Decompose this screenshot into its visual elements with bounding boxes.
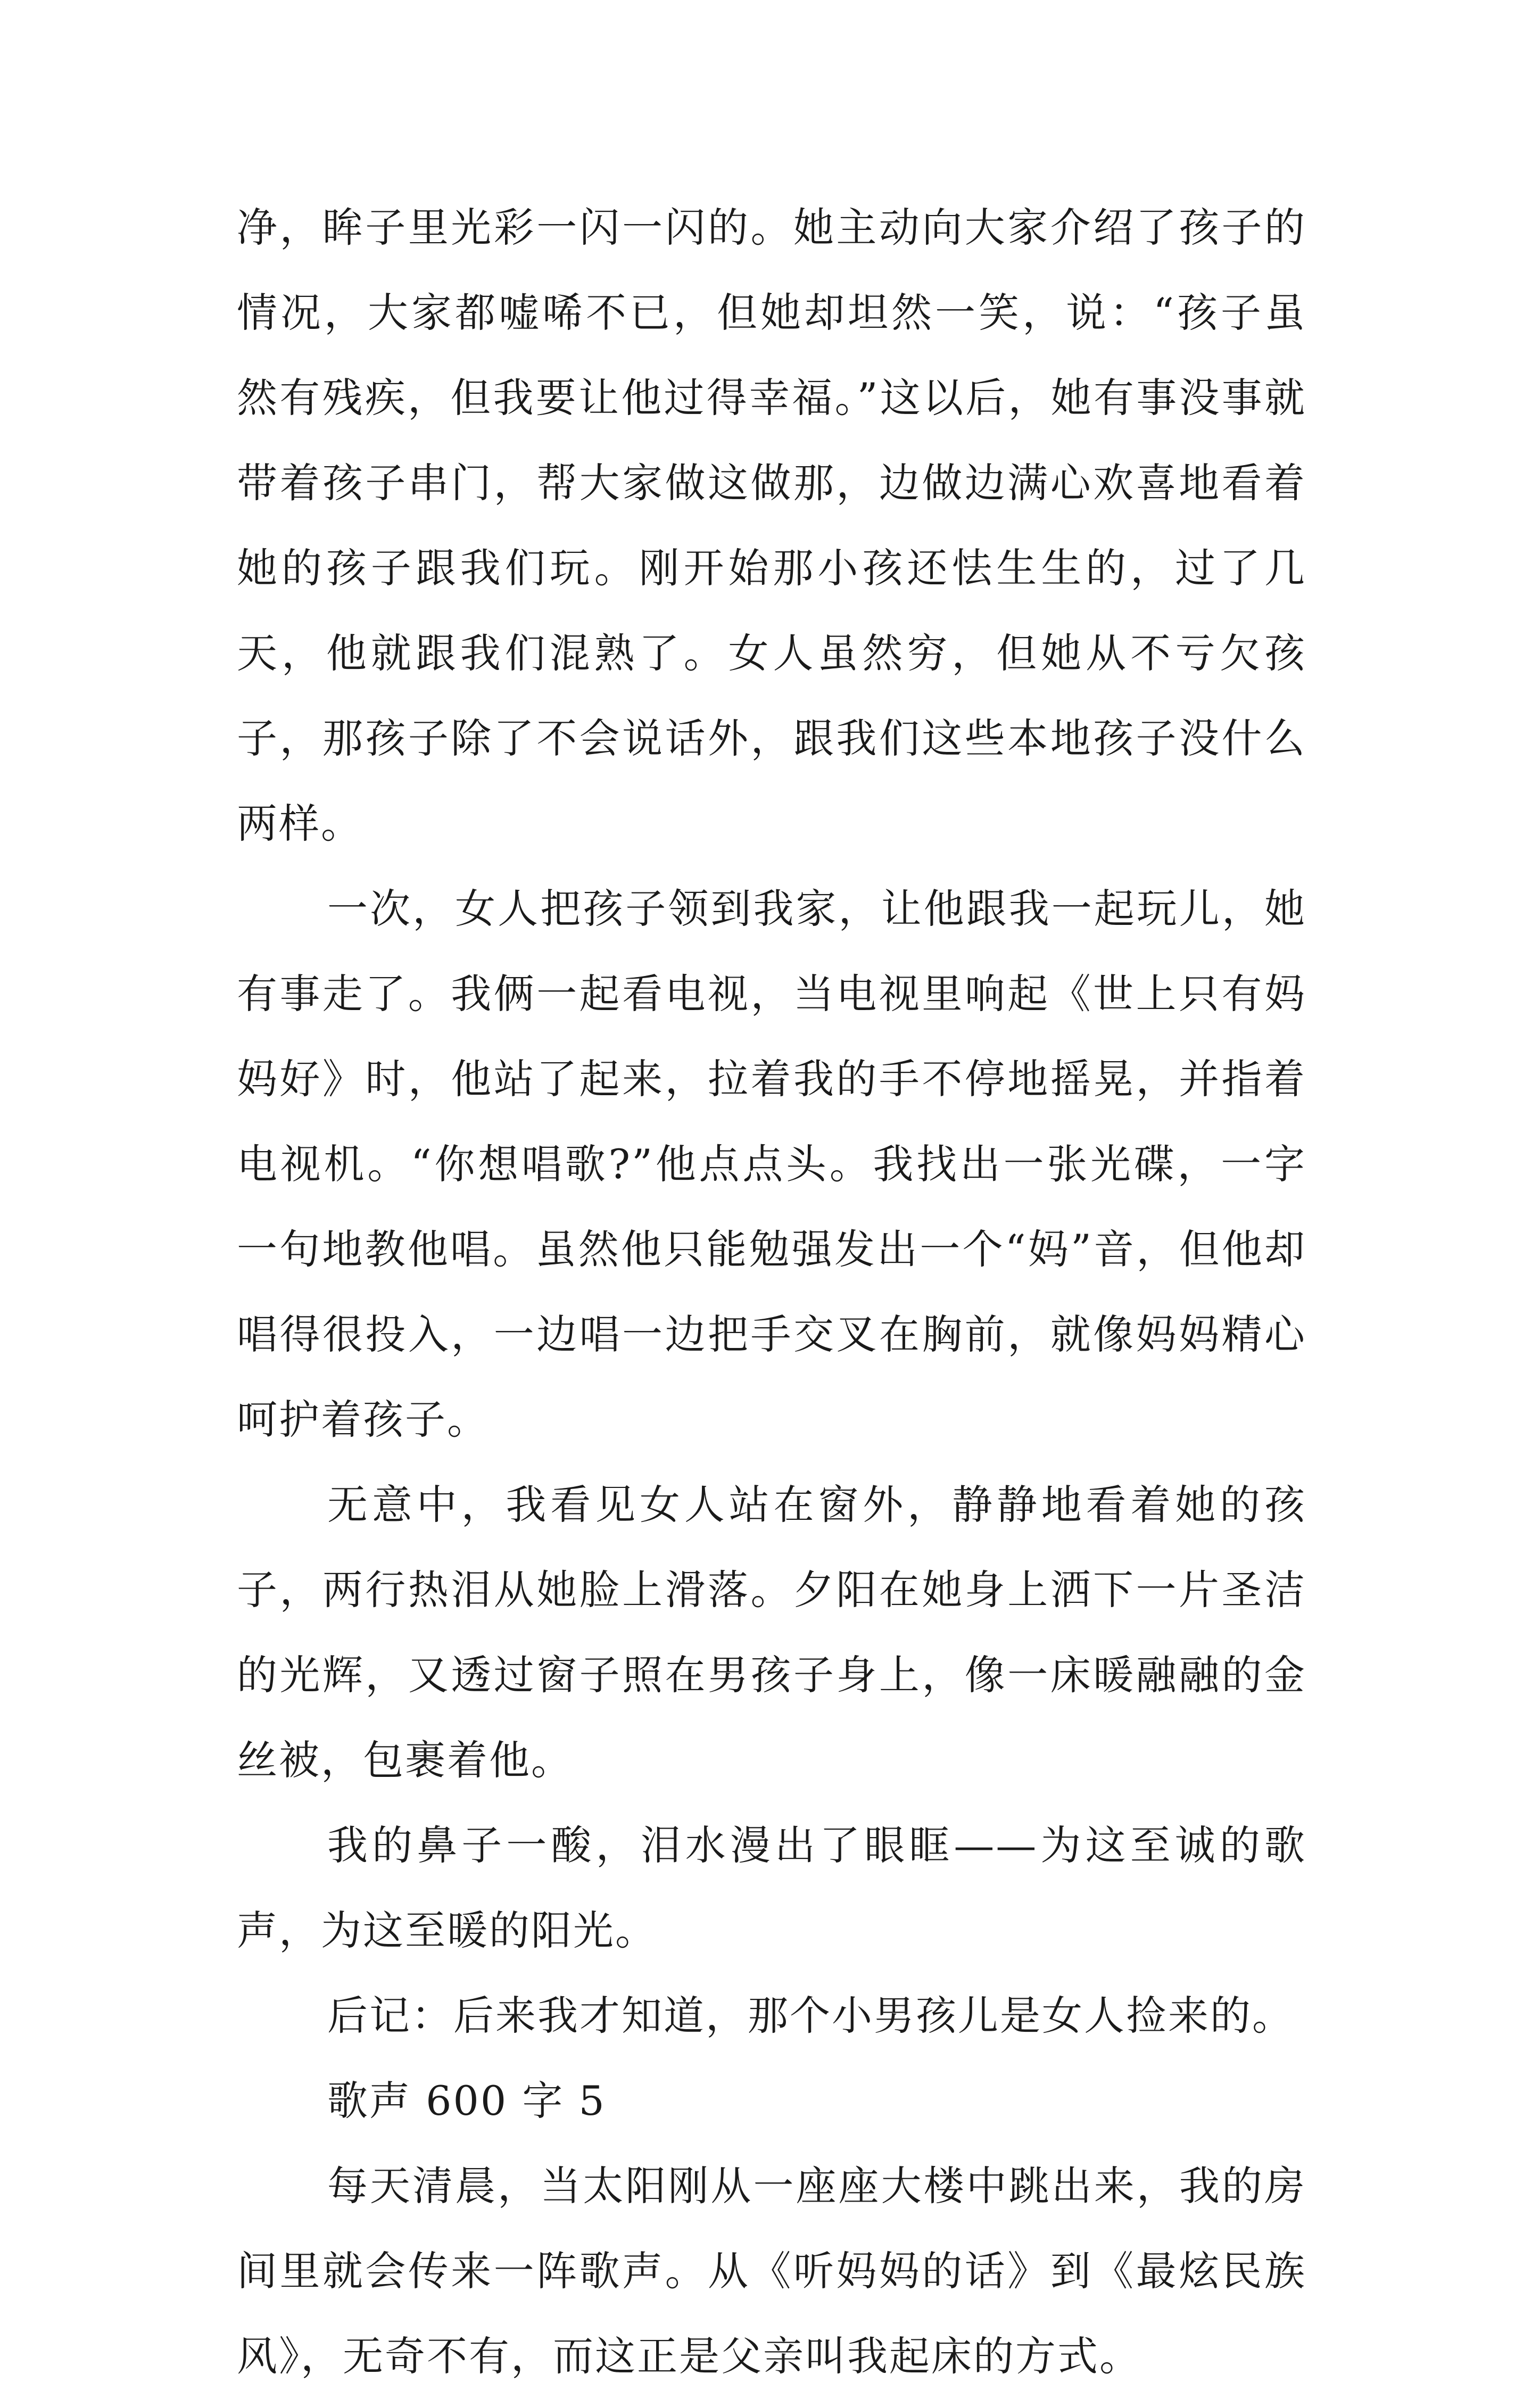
paragraph-6: 每天清晨，当太阳刚从一座座大楼中跳出来，我的房间里就会传来一阵歌声。从《听妈妈的话》到《最炫民族风》，无奇不有，而这正是父亲叫我起床的方式。: [237, 2162, 1306, 2380]
paragraph-3: 无意中，我看见女人站在窗外，静静地看着她的孩子，两行热泪从她脸上滑落。夕阳在她身上洒下一片圣洁的光辉，又透过窗子照在男孩子身上，像一床暖融融的金丝被，包裹着他。: [237, 1481, 1306, 1784]
paragraph-4: 我的鼻子一酸，泪水漫出了眼眶——为这至诚的歌声，为这至暖的阳光。: [237, 1822, 1306, 1954]
paragraph-5-postscript: 后记：后来我才知道，那个小男孩儿是女人捡来的。: [327, 1992, 1294, 2039]
paragraph-2: 一次，女人把孩子领到我家，让他跟我一起玩儿，她有事走了。我俩一起看电视，当电视里响起《世上只有妈妈好》时，他站了起来，拉着我的手不停地摇晃，并指着电视机。“你想唱歌?”他点点头。我找出一张光碟，一字一句地教他唱。虽然他只能勉强发出一个“妈”音，但他却唱得很投入，一边唱一边把手交叉在胸前，就像妈妈精心呵护着孩子。: [237, 885, 1306, 1443]
document-body: [237, 185, 1306, 2399]
paragraph-1: 净，眸子里光彩一闪一闪的。她主动向大家介绍了孩子的情况，大家都嘘唏不已，但她却坦然一笑，说：“孩子虽然有残疾，但我要让他过得幸福。”这以后，她有事没事就带着孩子串门，帮大家做这做那，边做边满心欢喜地看着她的孩子跟我们玩。刚开始那小孩还怯生生的，过了几天，他就跟我们混熟了。女人虽然穷，但她从不亏欠孩子，那孩子除了不会说话外，跟我们这些本地孩子没什么两样。: [237, 204, 1306, 847]
essay-heading: 歌声 600 字 5: [327, 2077, 606, 2124]
